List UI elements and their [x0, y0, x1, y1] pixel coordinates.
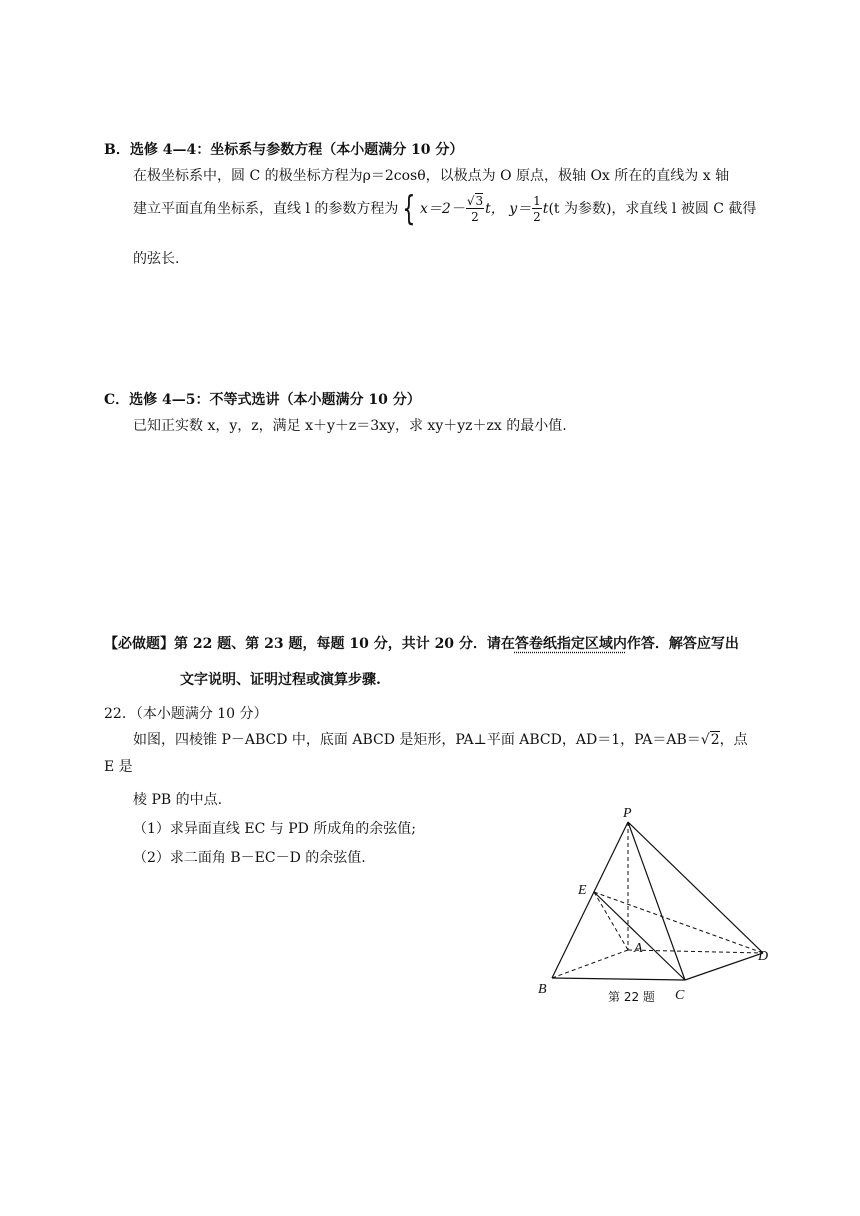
- section-b-line2: [133, 189, 757, 229]
- label-b: B: [538, 982, 547, 997]
- problem22-q2: （2）求二面角 B－EC－D 的余弦值.: [133, 850, 366, 866]
- problem22-line1: 如图，四棱锥 P－ABCD 中，底面 ABCD 是矩形，PA⊥平面 ABCD，AD＝1，PA＝AB＝√2，点: [133, 732, 748, 748]
- edge-ea: [594, 892, 628, 950]
- section-c-line1: 已知正实数 x，y，z，满足 x＋y＋z＝3xy，求 xy＋yz＋zx 的最小值.: [133, 418, 567, 434]
- required-line2: 文字说明、证明过程或演算步骤.: [180, 672, 381, 688]
- eq-y-fraction: $\frac{1}{2}$: [533, 194, 541, 224]
- eq-x-t: t，: [485, 201, 505, 217]
- eq-y: y＝: [509, 201, 532, 217]
- required-line1: 【必做题】第 22 题、第 23 题，每题 10 分，共计 20 分．请在答卷纸指定区域内作答．解答应写出: [104, 636, 739, 652]
- label-a: A: [634, 941, 643, 956]
- edge-ad: [628, 950, 763, 953]
- problem22-q1: （1）求异面直线 EC 与 PD 所成角的余弦值;: [133, 821, 417, 837]
- pyramid-figure: [530, 800, 780, 1010]
- figure-caption: 第 22 题: [608, 990, 655, 1004]
- edge-cd: [685, 953, 763, 980]
- section-b-heading: B．选修 4—4：坐标系与参数方程（本小题满分 10 分）: [104, 142, 464, 158]
- section-c-heading: C．选修 4—5：不等式选讲（本小题满分 10 分）: [104, 392, 421, 408]
- required-dotted-text: 答卷纸指定区域内: [514, 636, 627, 652]
- problem22-line2: E 是: [104, 759, 133, 775]
- edge-ed: [594, 892, 763, 953]
- section-b-line3: 的弦长.: [133, 251, 180, 267]
- eq-x-fraction: $\frac{√3}{2}$: [466, 194, 484, 224]
- label-d: D: [758, 949, 769, 964]
- label-p: P: [623, 806, 632, 821]
- section-b-line2-pre: 建立平面直角坐标系，直线 l 的参数方程为: [133, 201, 399, 217]
- label-e: E: [578, 883, 587, 898]
- edge-bc: [552, 978, 685, 980]
- problem22-number: 22．（本小题满分 10 分）: [104, 706, 268, 722]
- eq-x: x＝2－: [420, 201, 465, 217]
- section-b-line2-post: (t 为参数)，求直线 l 被圆 C 截得: [548, 201, 757, 217]
- problem22-line3: 棱 PB 的中点.: [133, 792, 223, 808]
- section-b-line1: 在极坐标系中，圆 C 的极坐标方程为ρ＝2cosθ，以极点为 O 原点，极轴 Ox 所在的直线为 x 轴: [133, 168, 730, 184]
- brace-icon: {: [402, 189, 416, 229]
- label-c: C: [675, 988, 685, 1003]
- eq-y-t: t: [542, 201, 549, 217]
- edge-pc: [628, 822, 685, 980]
- edge-pd: [628, 822, 763, 953]
- edge-ec: [594, 892, 685, 980]
